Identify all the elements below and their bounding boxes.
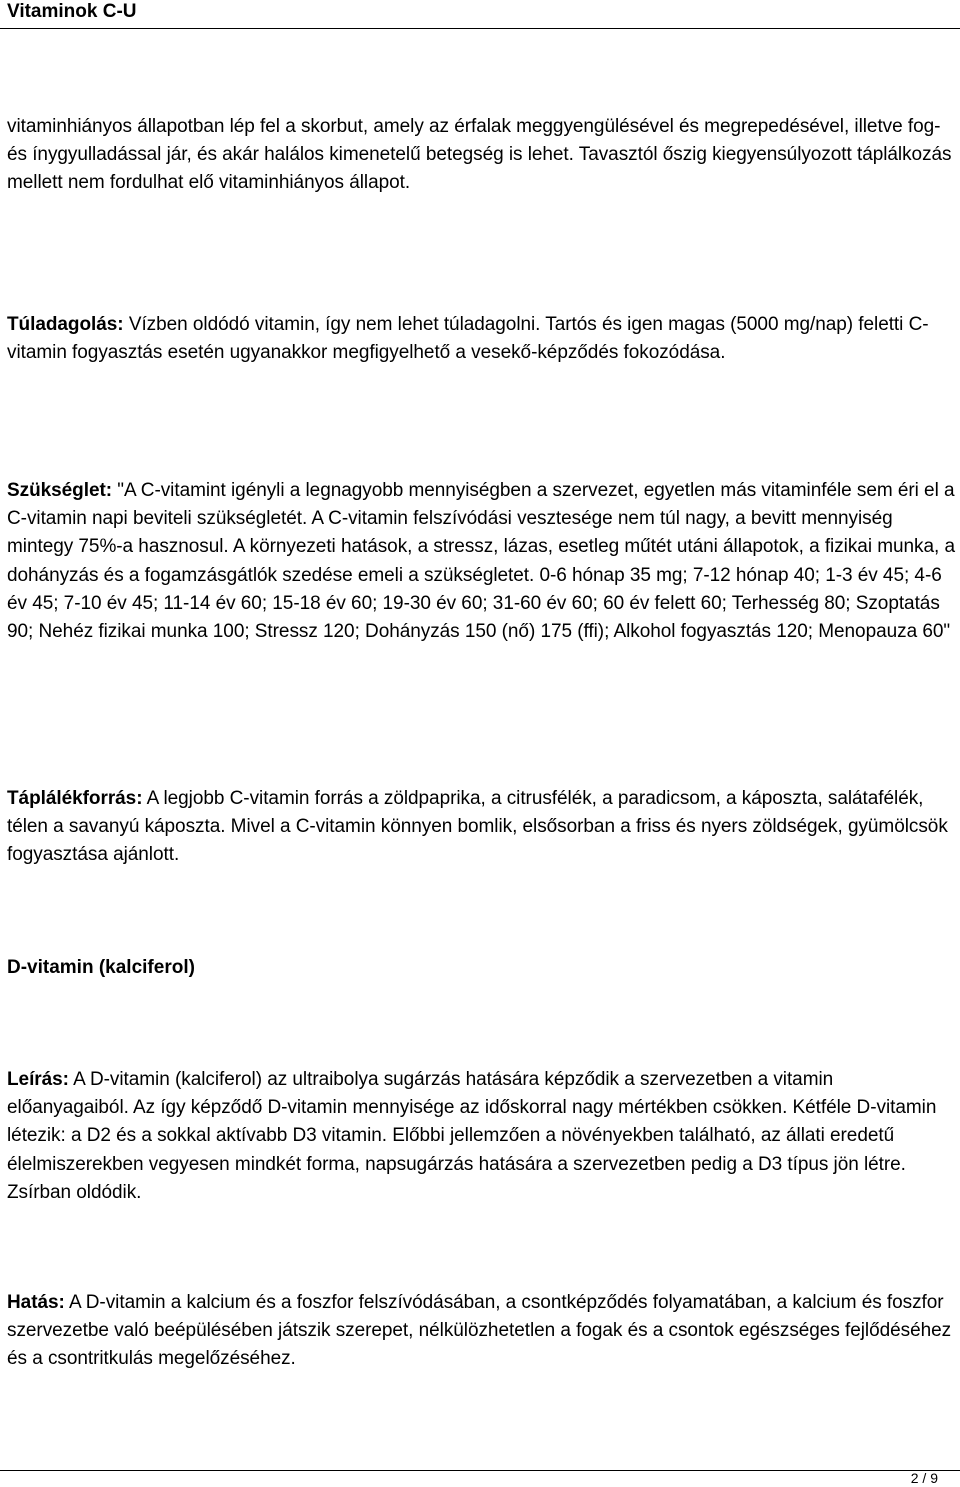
- section-heading-d-vitamin: D-vitamin (kalciferol): [7, 957, 195, 978]
- overdose-text: Vízben oldódó vitamin, így nem lehet túladagolni. Tartós és igen magas (5000 mg/nap) feletti C-vitamin fogyasztás esetén ugyanakkor megfigyelhető a vesekő-képződés fokozódása.: [7, 314, 929, 364]
- page-header: [0, 0, 960, 29]
- paragraph-requirement: [7, 477, 957, 646]
- paragraph-deficiency-text: vitaminhiányos állapotban lép fel a skorbut, amely az érfalak meggyengülésével és megrepedésével, illetve fog- és ínygyulladással jár, és akár halálos kimenetelű betegség is lehet. Tavasztól őszig kiegyensúlyozott táplálkozás mellett nem fordulhat elő vitaminhiányos állapot.: [7, 116, 952, 194]
- effect-label: Hatás:: [7, 1292, 65, 1313]
- paragraph-effect: [7, 1289, 957, 1374]
- requirement-text: "A C-vitamint igényli a legnagyobb mennyiségben a szervezet, egyetlen más vitaminféle sem éri el a C-vitamin napi beviteli szükségletét. A C-vitamin felszívódási vesztesége nem túl nagy, a bevitt mennyiség mintegy 75%-a hasznosul. A környezeti hatások, a stressz, lázas, esetleg műtét utáni állapotok, a fizikai munka, a dohányzás és a fogamzásgátlók szedése emeli a szükségletet. 0-6 hónap 35 mg; 7-12 hónap 40; 1-3 év 45; 4-6 év 45; 7-10 év 45; 11-14 év 60; 15-18 év 60; 19-30 év 60; 31-60 év 60; 60 év felett 60; Terhesség 80; Szoptatás 90; Nehéz fizikai munka 100; Stressz 120; Dohányzás 150 (nő) 175 (ffi); Alkohol fogyasztás 120; Menopauza 60": [7, 480, 955, 643]
- footer-divider: [0, 1470, 960, 1471]
- description-label: Leírás:: [7, 1069, 69, 1090]
- requirement-label: Szükséglet:: [7, 480, 113, 501]
- document-title: Vitaminok C-U: [7, 1, 137, 22]
- paragraph-description: [7, 1066, 957, 1207]
- page-number: 2 / 9: [910, 1470, 938, 1486]
- overdose-label: Túladagolás:: [7, 314, 124, 335]
- description-text: A D-vitamin (kalciferol) az ultraibolya sugárzás hatására képződik a szervezetben a vitamin előanyagaiból. Az így képződő D-vitamin mennyisége az időskorral nagy mértékben csökken. Kétféle D-vitamin létezik: a D2 és a sokkal aktívabb D3 vitamin. Előbbi jellemzően a növényekben található, az állati eredetű élelmiszerekben vegyesen mindkét forma, napsugárzás hatására a szervezetben pedig a D3 típus jön létre. Zsírban oldódik.: [7, 1069, 937, 1203]
- paragraph-food-source: [7, 785, 957, 870]
- paragraph-overdose: [7, 311, 957, 367]
- food-source-label: Táplálékforrás:: [7, 788, 143, 809]
- effect-text: A D-vitamin a kalcium és a foszfor felszívódásában, a csontképződés folyamatában, a kalcium és foszfor szervezetbe való beépülésében játszik szerepet, nélkülözhetetlen a fogak és a csontok egészséges fejlődéséhez és a csontritkulás megelőzéséhez.: [7, 1292, 952, 1370]
- paragraph-deficiency: [7, 113, 957, 198]
- food-source-text: A legjobb C-vitamin forrás a zöldpaprika, a citrusfélék, a paradicsom, a káposzta, salátafélék, télen a savanyú káposzta. Mivel a C-vitamin könnyen bomlik, elsősorban a friss és nyers zöldségek, gyümölcsök fogyasztása ajánlott.: [7, 788, 948, 866]
